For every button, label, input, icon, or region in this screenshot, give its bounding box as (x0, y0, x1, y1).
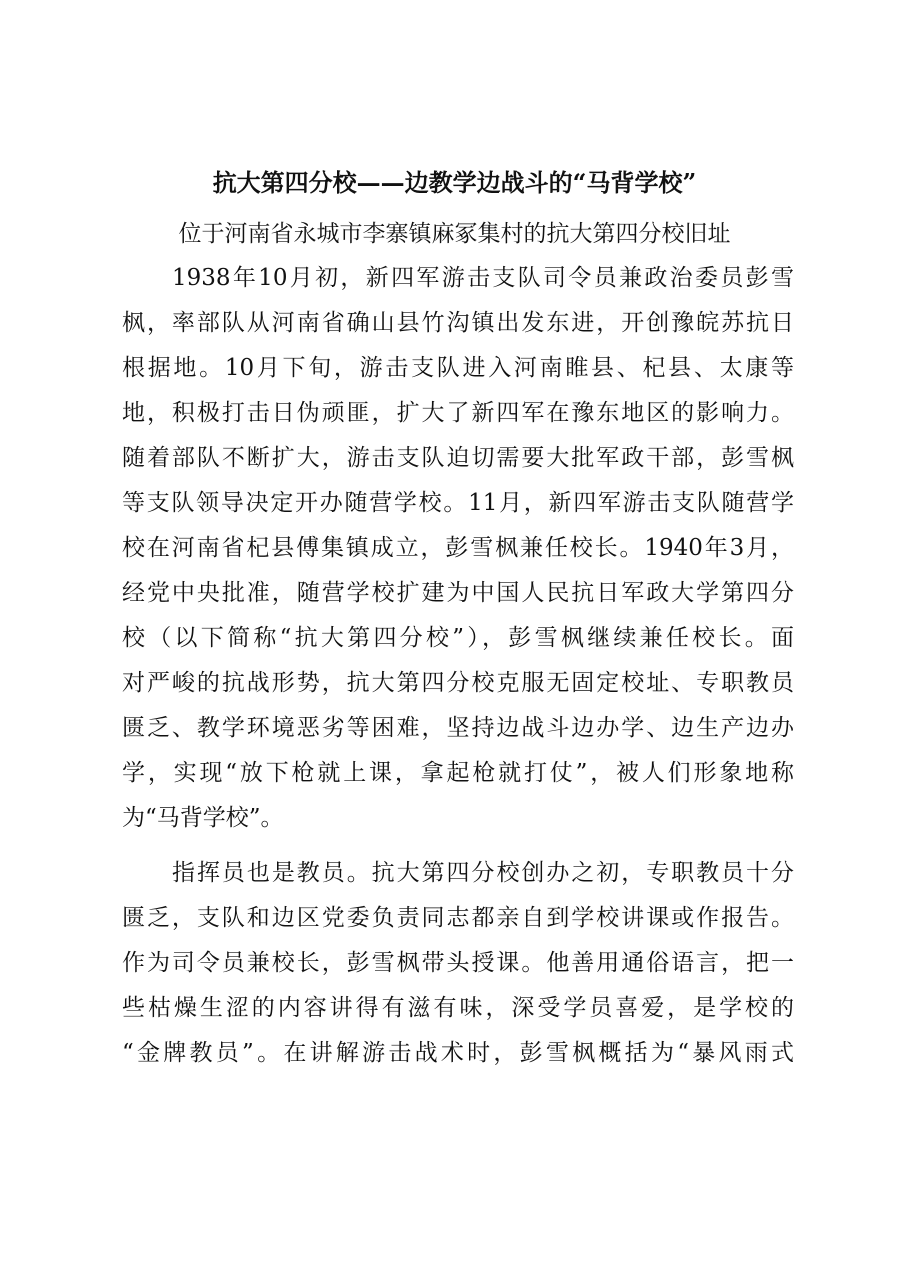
paragraph-line: 根据地。10月下旬，游击支队进入河南睢县、杞县、太康等 (122, 355, 794, 381)
paragraph-line: “金牌教员”。在讲解游击战术时，彭雪枫概括为“暴风雨式 (122, 1040, 794, 1066)
paragraph-line: 为“马背学校”。 (122, 805, 284, 831)
paragraph-gap (122, 841, 794, 851)
paragraph-line: 1938年10月初，新四军游击支队司令员兼政治委员彭雪 (172, 265, 794, 291)
paragraph-line: 校在河南省杞县傅集镇成立，彭雪枫兼任校长。1940年3月， (122, 535, 794, 561)
paragraph-2 (122, 851, 794, 1076)
paragraph-line: 匮乏，支队和边区党委负责同志都亲自到学校讲课或作报告。 (122, 905, 794, 931)
article-body (122, 256, 794, 1076)
paragraph-1 (122, 256, 794, 841)
paragraph-line: 随着部队不断扩大，游击支队迫切需要大批军政干部，彭雪枫 (122, 445, 794, 471)
paragraph-line: 校（以下简称“抗大第四分校”），彭雪枫继续兼任校长。面 (122, 625, 794, 651)
paragraph-line: 经党中央批准，随营学校扩建为中国人民抗日军政大学第四分 (122, 580, 794, 606)
paragraph-line: 等支队领导决定开办随营学校。11月，新四军游击支队随营学 (122, 490, 794, 516)
paragraph-line: 作为司令员兼校长，彭雪枫带头授课。他善用通俗语言，把一 (122, 950, 794, 976)
paragraph-line: 指挥员也是教员。抗大第四分校创办之初，专职教员十分 (172, 860, 794, 886)
document-title: 抗大第四分校——边教学边战斗的“马背学校” (212, 168, 697, 197)
paragraph-line: 些枯燥生涩的内容讲得有滋有味，深受学员喜爱，是学校的 (122, 995, 794, 1021)
photo-caption: 位于河南省永城市李寨镇麻冢集村的抗大第四分校旧址 (178, 221, 731, 247)
paragraph-line: 地，积极打击日伪顽匪，扩大了新四军在豫东地区的影响力。 (122, 400, 794, 426)
paragraph-line: 枫，率部队从河南省确山县竹沟镇出发东进，开创豫皖苏抗日 (122, 310, 794, 336)
paragraph-line: 匮乏、教学环境恶劣等困难，坚持边战斗边办学、边生产边办 (122, 715, 794, 741)
paragraph-line: 对严峻的抗战形势，抗大第四分校克服无固定校址、专职教员 (122, 670, 794, 696)
paragraph-line: 学，实现“放下枪就上课，拿起枪就打仗”，被人们形象地称 (122, 760, 794, 786)
